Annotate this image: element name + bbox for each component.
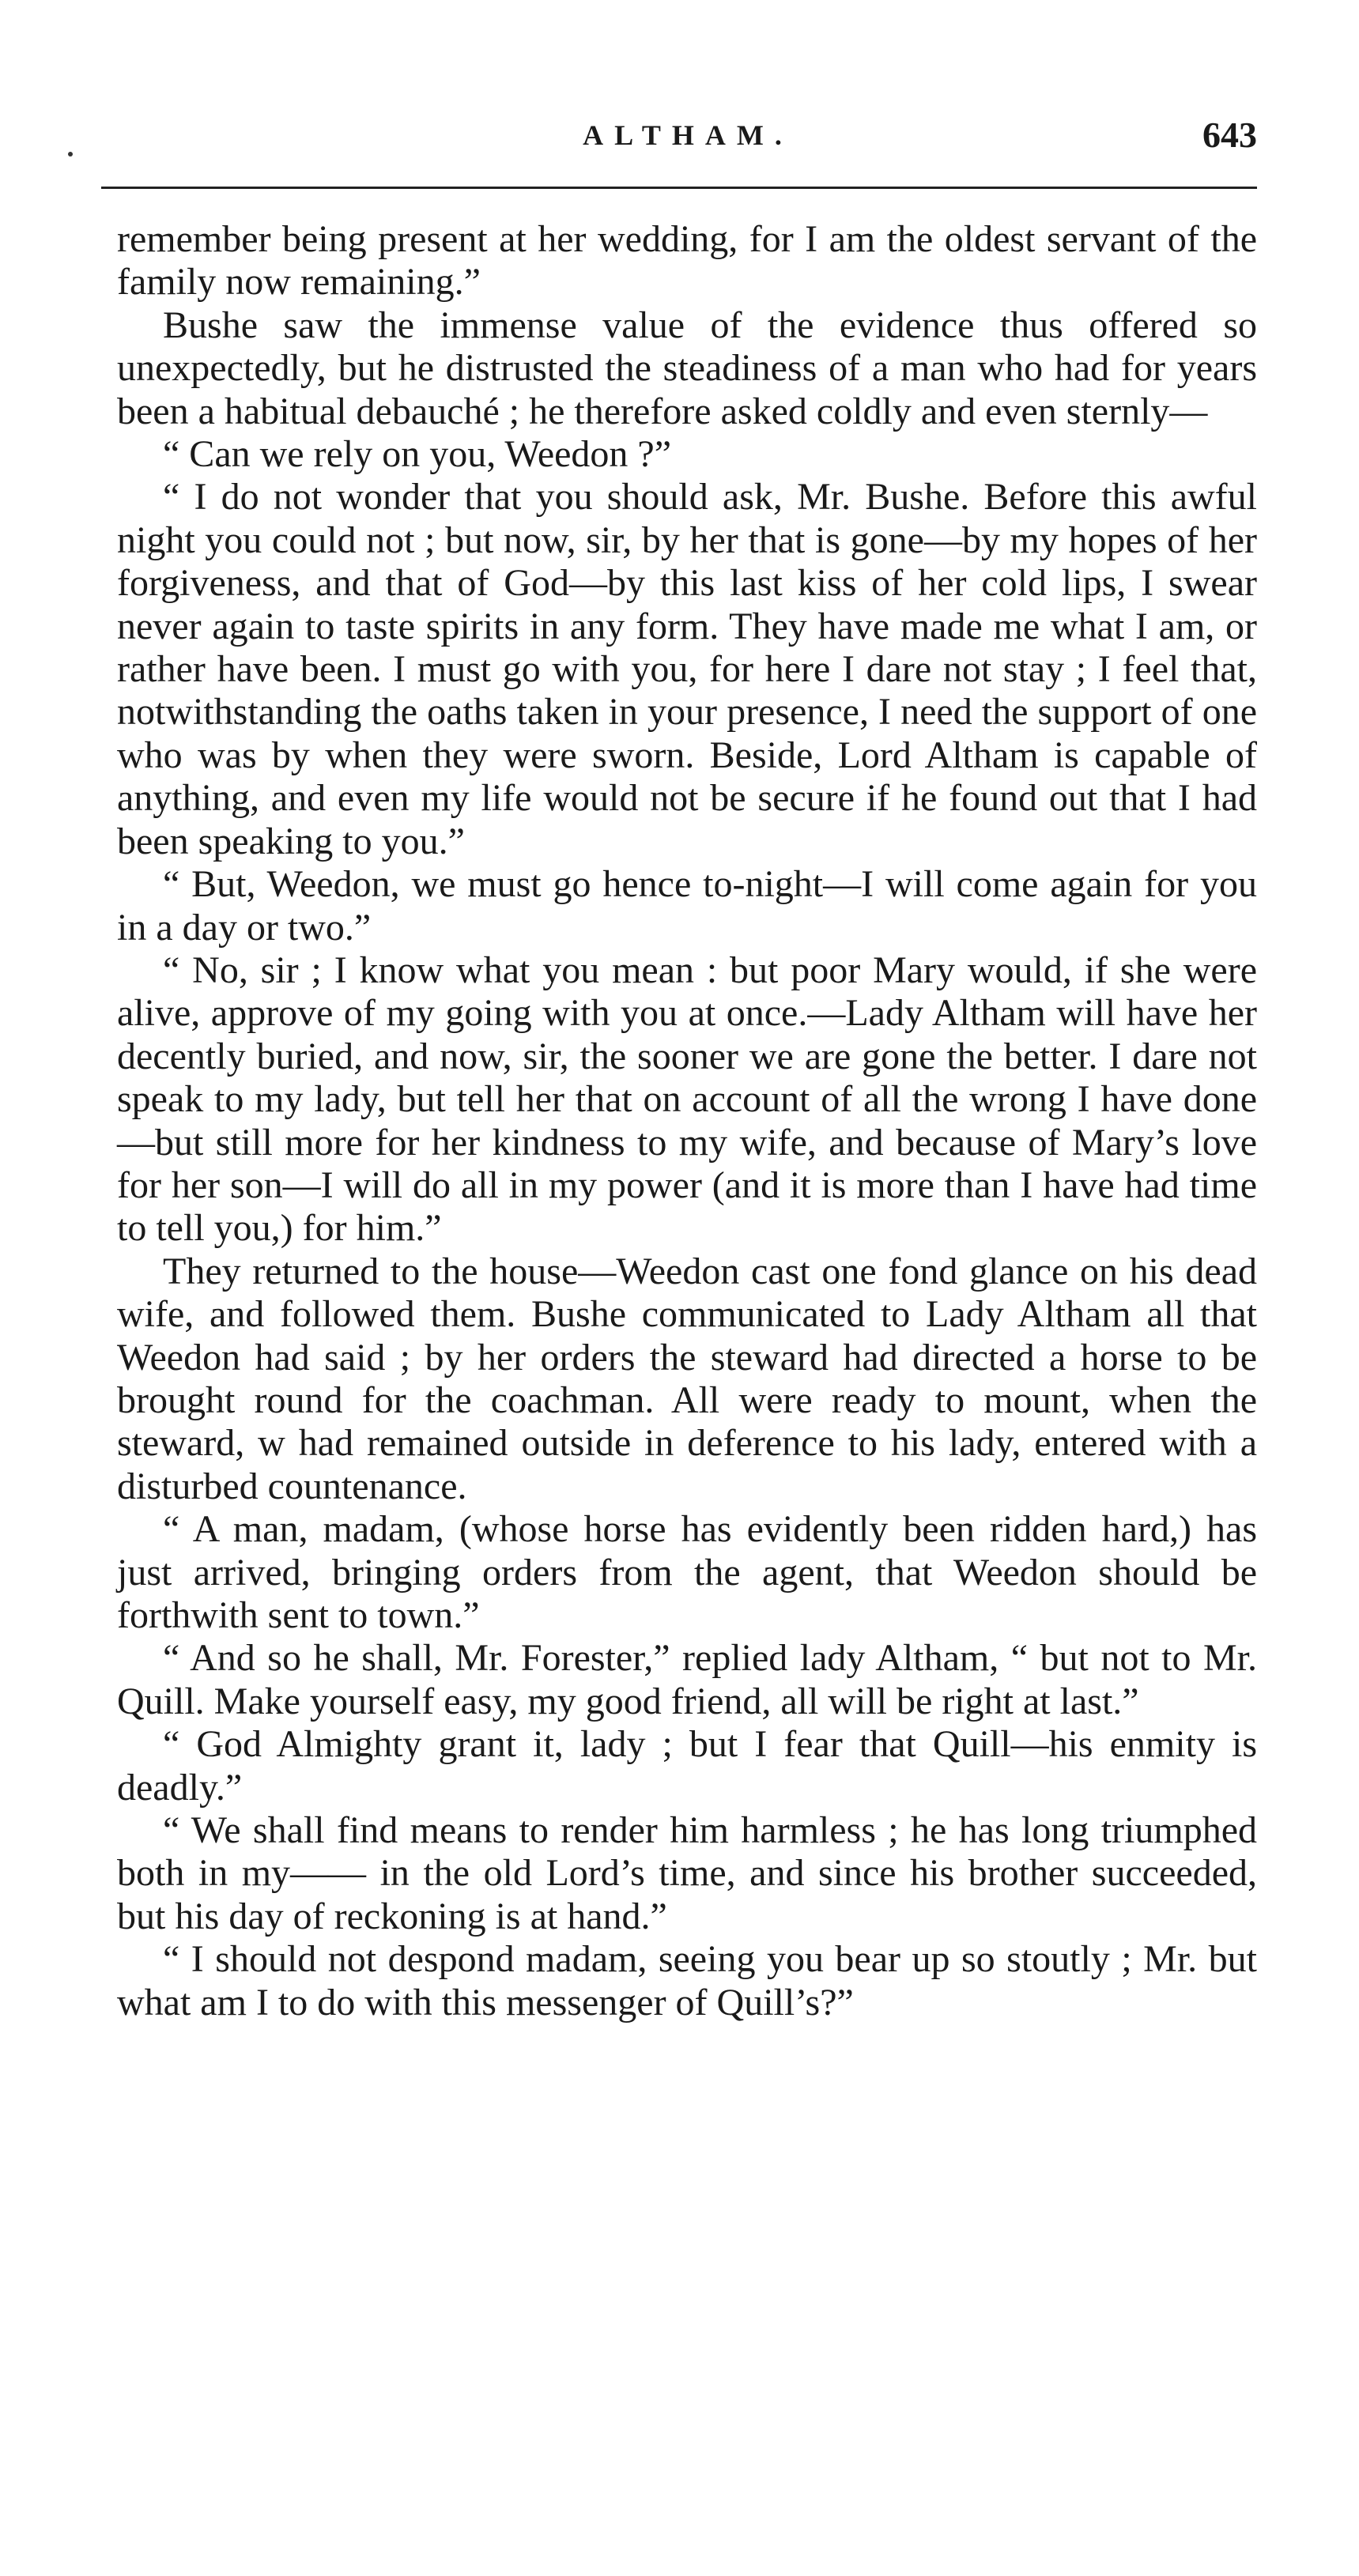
paragraph: “ God Almighty grant it, lady ; but I fear that Quill—his enmity is deadly.”	[117, 1723, 1257, 1808]
paragraph: “ A man, madam, (whose horse has evidently been ridden hard,) has just arrived, bringing orders from the agent, that Weedon should be forthwith sent to town.”	[117, 1508, 1257, 1636]
paragraph: “ But, Weedon, we must go hence to-night—I will come again for you in a day or two.”	[117, 863, 1257, 949]
running-title: ALTHAM.	[583, 119, 793, 151]
paragraph: They returned to the house—Weedon cast one fond glance on his dead wife, and followed them. Bushe communicated to Lady Altham all that Weedon had said ; by her orders the steward had directed a horse to be brought round for the coachman. All were ready to mount, when the steward, w had remained outside in deference to his lady, entered with a disturbed countenance.	[117, 1250, 1257, 1507]
ink-speck	[68, 152, 73, 157]
page-header	[119, 115, 1257, 166]
header-rule	[101, 187, 1257, 189]
paragraph: “ Can we rely on you, Weedon ?”	[163, 433, 672, 476]
paragraph: “ We shall find means to render him harmless ; he has long triumphed both in my—— in the old Lord’s time, and since his brother succeeded, but his day of reckoning is at hand.”	[117, 1809, 1257, 1937]
paragraph: “ And so he shall, Mr. Forester,” replied lady Altham, “ but not to Mr. Quill. Make yourself easy, my good friend, all will be right at last.”	[117, 1637, 1257, 1722]
body-text	[117, 218, 1257, 2024]
paragraph: “ No, sir ; I know what you mean : but poor Mary would, if she were alive, approve of my going with you at once.—Lady Altham will have her decently buried, and now, sir, the sooner we are gone the better. I dare not speak to my lady, but tell her that on account of all the wrong I have done—but still more for her kindness to my wife, and because of Mary’s love for her son—I will do all in my power (and it is more than I have had time to tell you,) for him.”	[117, 949, 1257, 1250]
paragraph: “ I should not despond madam, seeing you bear up so stoutly ; Mr. but what am I to do with this messenger of Quill’s?”	[117, 1938, 1257, 2023]
page-number: 643	[1202, 115, 1257, 155]
paragraph: remember being present at her wedding, for I am the oldest servant of the family now remaining.”	[117, 218, 1257, 304]
paragraph: Bushe saw the immense value of the evidence thus offered so unexpectedly, but he distrusted the steadiness of a man who had for years been a habitual debauché ; he therefore asked coldly and even sternly—	[117, 304, 1257, 432]
paragraph: “ I do not wonder that you should ask, Mr. Bushe. Before this awful night you could not ; but now, sir, by her that is gone—by my hopes of her forgiveness, and that of God—by this last kiss of her cold lips, I swear never again to taste spirits in any form. They have made me what I am, or rather have been. I must go with you, for here I dare not stay ; I feel that, notwithstanding the oaths taken in your presence, I need the support of one who was by when they were sworn. Beside, Lord Altham is capable of anything, and even my life would not be secure if he found out that I had been speaking to you.”	[117, 476, 1257, 862]
